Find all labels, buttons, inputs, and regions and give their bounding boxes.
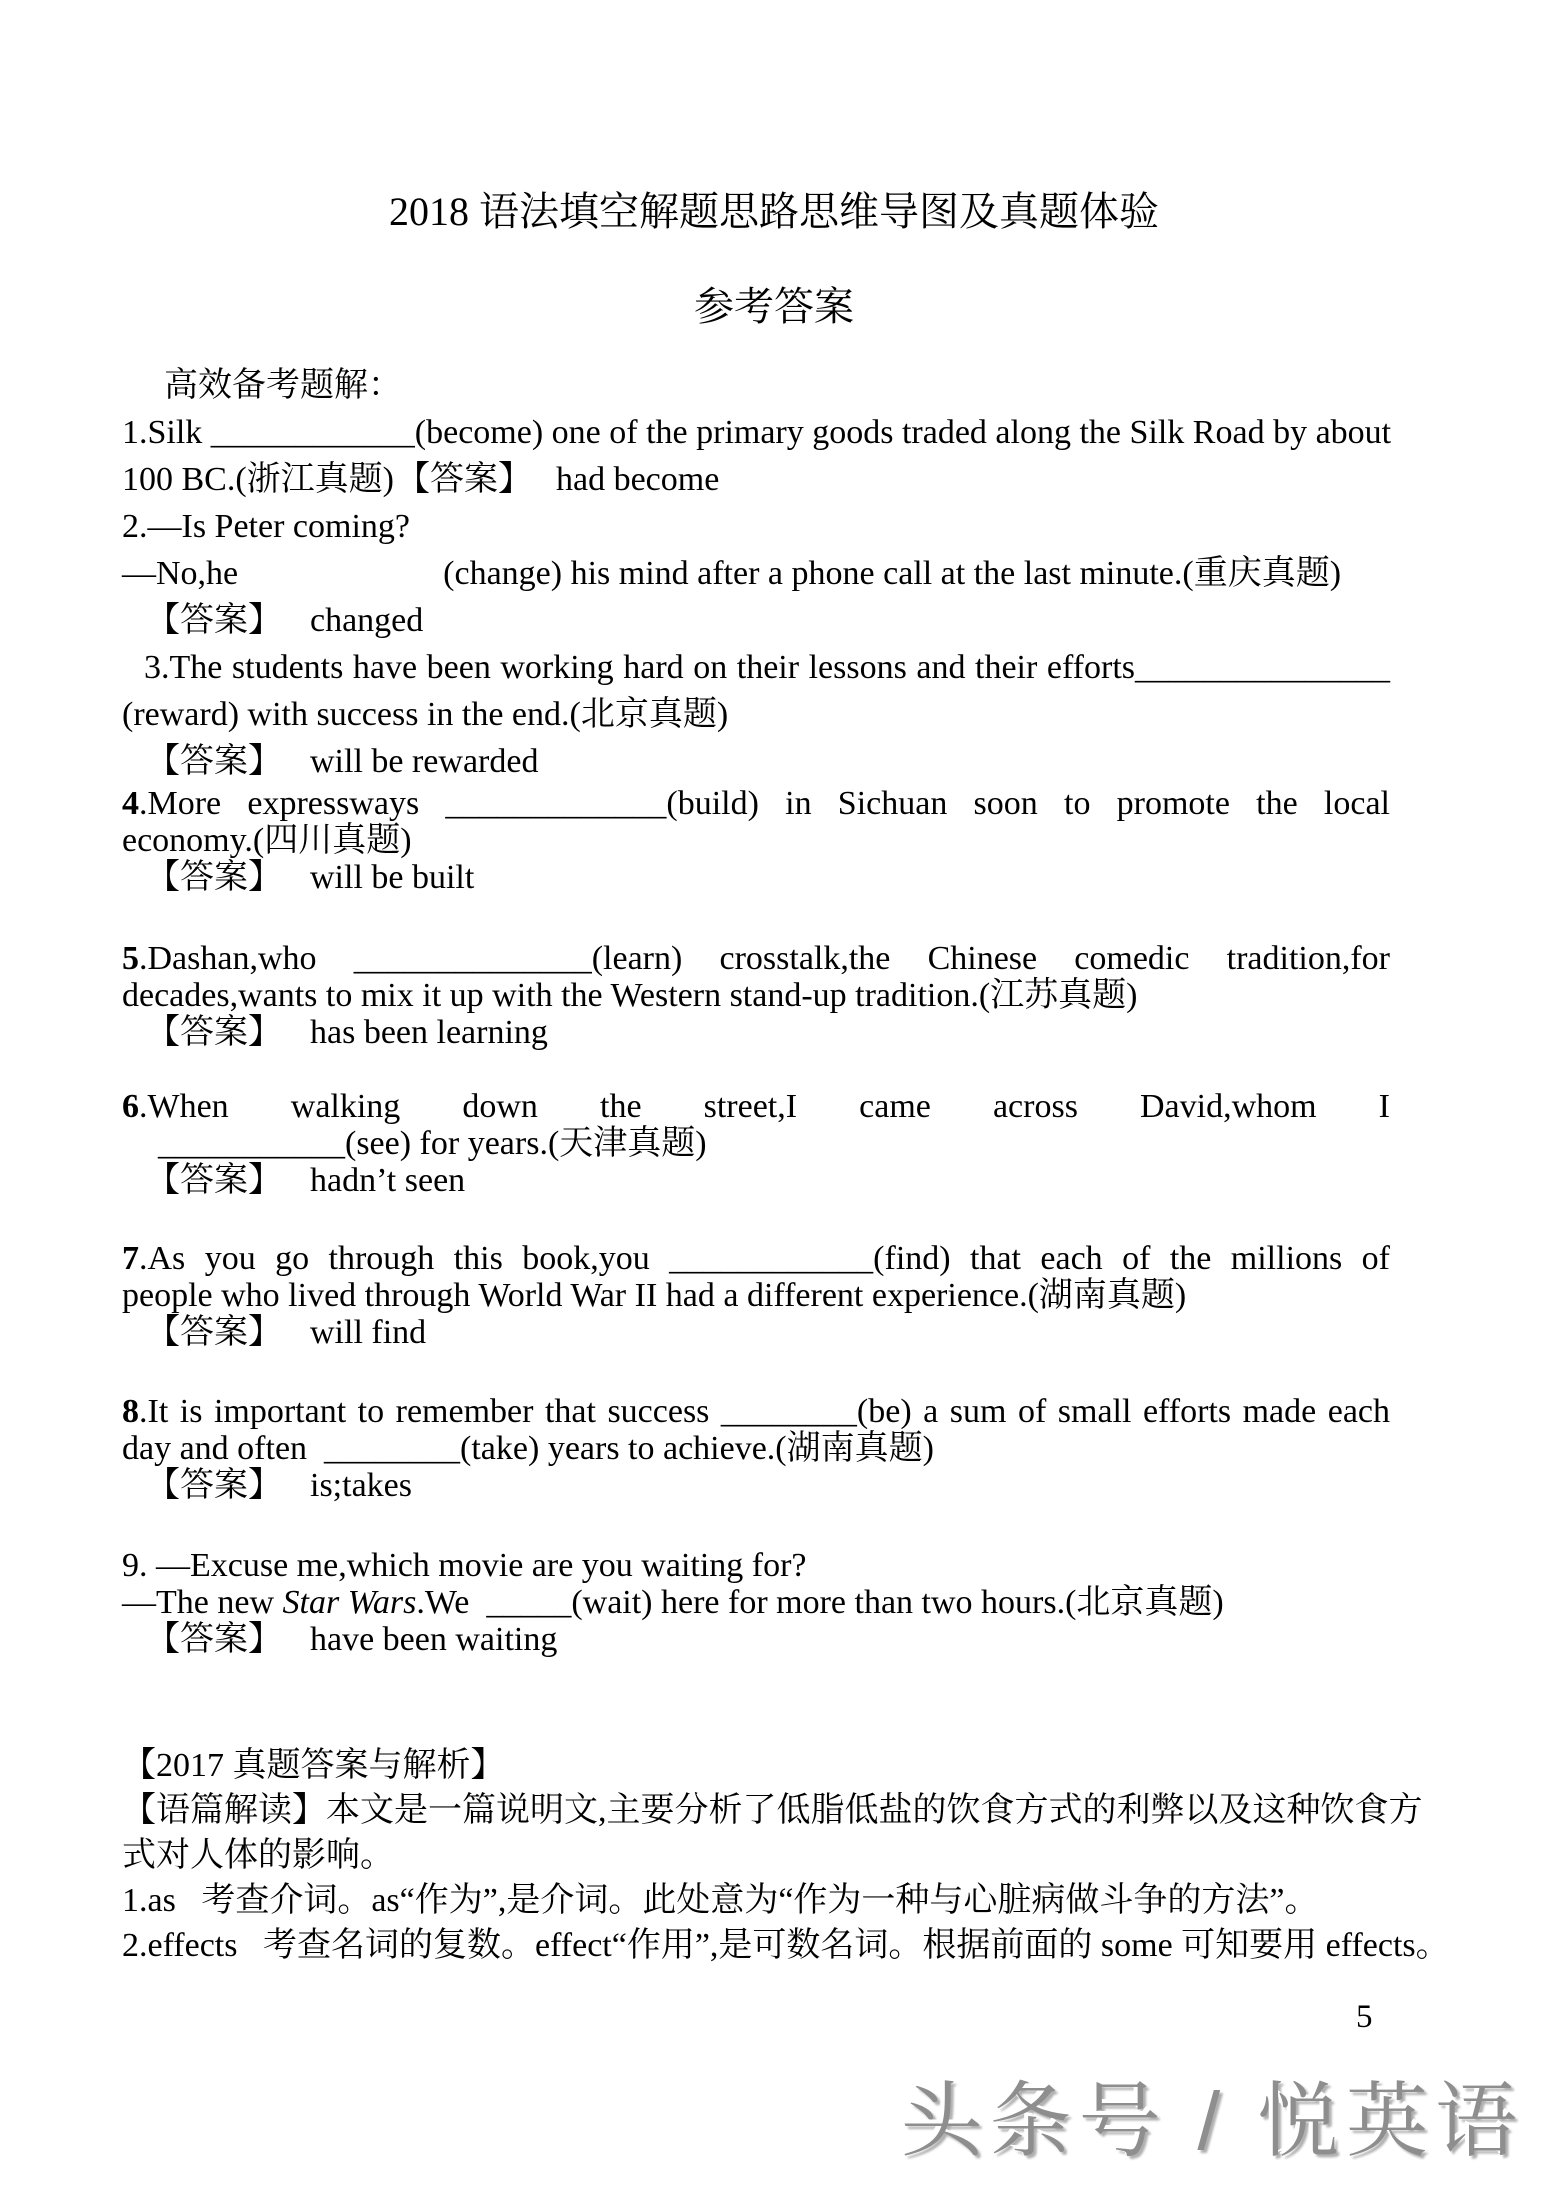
q9-answer-line xyxy=(122,1621,1390,1658)
answer-label: 【答案】 xyxy=(146,1621,282,1658)
q9-answer-value: have been waiting xyxy=(310,1621,558,1658)
q6-stem: .When walking down the street,I came across David,whom I xyxy=(139,1088,1390,1125)
q3-answer-line xyxy=(122,738,1390,785)
q3-line-2: (reward) with success in the end.(北京真题) xyxy=(122,696,729,733)
q4-line-2: economy.(四川真题) xyxy=(122,822,412,859)
analysis-reading-line-1: 【语篇解读】本文是一篇说明文,主要分析了低脂低盐的饮食方式的利弊以及这种饮食方 xyxy=(122,1792,1423,1829)
answer-label: 【答案】 xyxy=(146,1162,282,1199)
q7-stem: .As you go through this book,you ____________(find) that each of the millions of xyxy=(139,1240,1390,1277)
q5-answer-line xyxy=(122,1014,1390,1051)
blank-gap xyxy=(122,896,1390,940)
blank-gap xyxy=(122,1351,1390,1393)
answer-label: 【答案】 xyxy=(146,602,282,639)
section-gap xyxy=(122,1658,1390,1743)
blank-gap xyxy=(122,1051,1390,1088)
q8-answer-value: is;takes xyxy=(310,1467,412,1504)
q8-answer-line xyxy=(122,1467,1390,1504)
q9-line-2 xyxy=(122,1584,1390,1621)
q5-number: 5 xyxy=(122,940,139,977)
q4-number: 4 xyxy=(122,785,139,822)
section-header: 高效备考题解： xyxy=(164,367,402,404)
answer-label: 【答案】 xyxy=(396,461,532,498)
q7-line-1 xyxy=(122,1240,1390,1277)
answer-label: 【答案】 xyxy=(146,859,282,896)
q7-line-2: people who lived through World War II had a different experience.(湖南真题) xyxy=(122,1277,1187,1314)
answer-label: 【答案】 xyxy=(146,1314,282,1351)
q6-answer-value: hadn’t seen xyxy=(310,1162,466,1199)
q4-answer-line xyxy=(122,859,1390,896)
q2-answer-value: changed xyxy=(310,602,424,639)
q9-stem-start: —The new xyxy=(122,1584,283,1621)
document-body xyxy=(122,362,1450,1968)
analysis-item-1: 1.as 考查介词。as“作为”,是介词。此处意为“作为一种与心脏病做斗争的方法”。 xyxy=(122,1882,1319,1919)
q9-movie-title: Star Wars xyxy=(282,1584,417,1621)
q8-number: 8 xyxy=(122,1393,139,1430)
q9-line-1: 9. —Excuse me,which movie are you waiting for? xyxy=(122,1547,807,1584)
q6-line-1 xyxy=(122,1088,1390,1125)
q5-answer-value: has been learning xyxy=(310,1014,548,1051)
q3-answer-value: will be rewarded xyxy=(310,743,539,780)
analysis-reading-line-2: 式对人体的影响。 xyxy=(122,1837,394,1874)
q7-number: 7 xyxy=(122,1240,139,1277)
q1-source: 100 BC.(浙江真题) xyxy=(122,461,394,498)
q2-line-2 xyxy=(122,550,1390,597)
q7-answer-value: will find xyxy=(310,1314,427,1351)
q8-stem: .It is important to remember that success ________(be) a sum of small efforts made each xyxy=(139,1393,1390,1430)
answer-label: 【答案】 xyxy=(146,743,282,780)
page-number: 5 xyxy=(1356,1999,1373,2035)
q8-line-2: day and often ________(take) years to achieve.(湖南真题) xyxy=(122,1430,934,1467)
q1-answer-value: had become xyxy=(556,461,720,498)
q1-line-2 xyxy=(122,456,1390,503)
q4-line-1 xyxy=(122,785,1390,822)
q8-line-1 xyxy=(122,1393,1390,1430)
analysis-header: 【2017 真题答案与解析】 xyxy=(122,1747,505,1784)
q1-line-1: 1.Silk ____________(become) one of the primary goods traded along the Silk Road by about xyxy=(122,414,1392,451)
q9-stem-end: .We _____(wait) here for more than two hours.(北京真题) xyxy=(416,1584,1224,1621)
answer-label: 【答案】 xyxy=(146,1014,282,1051)
q4-answer-value: will be built xyxy=(310,859,475,896)
q2-answer-line xyxy=(122,597,1390,644)
q5-line-2: decades,wants to mix it up with the Western stand-up tradition.(江苏真题) xyxy=(122,977,1138,1014)
blank-gap xyxy=(122,1199,1390,1240)
analysis-item-2: 2.effects 考查名词的复数。effect“作用”,是可数名词。根据前面的 some 可知要用 effects。 xyxy=(122,1927,1450,1964)
watermark: 头条号 / 悦英语 xyxy=(900,2076,1524,2167)
q3-line-1: 3.The students have been working hard on their lessons and their efforts_______________ xyxy=(144,649,1390,686)
q7-answer-line xyxy=(122,1314,1390,1351)
blank-gap xyxy=(122,1504,1390,1547)
q2-stem-end: (change) his mind after a phone call at the last minute.(重庆真题) xyxy=(443,555,1342,592)
page-subtitle: 参考答案 xyxy=(694,284,854,329)
q2-stem-start: —No,he xyxy=(122,555,239,592)
answer-label: 【答案】 xyxy=(146,1467,282,1504)
q5-line-1 xyxy=(122,940,1390,977)
q6-line-2: ___________(see) for years.(天津真题) xyxy=(158,1125,707,1162)
q4-stem: .More expressways _____________(build) in Sichuan soon to promote the local xyxy=(139,785,1390,822)
q6-number: 6 xyxy=(122,1088,139,1125)
page-title: 2018 语法填空解题思路思维导图及真题体验 xyxy=(389,189,1159,234)
q5-stem: .Dashan,who ______________(learn) crosstalk,the Chinese comedic tradition,for xyxy=(139,940,1390,977)
q2-line-1: 2.—Is Peter coming? xyxy=(122,508,410,545)
q6-answer-line xyxy=(122,1162,1390,1199)
